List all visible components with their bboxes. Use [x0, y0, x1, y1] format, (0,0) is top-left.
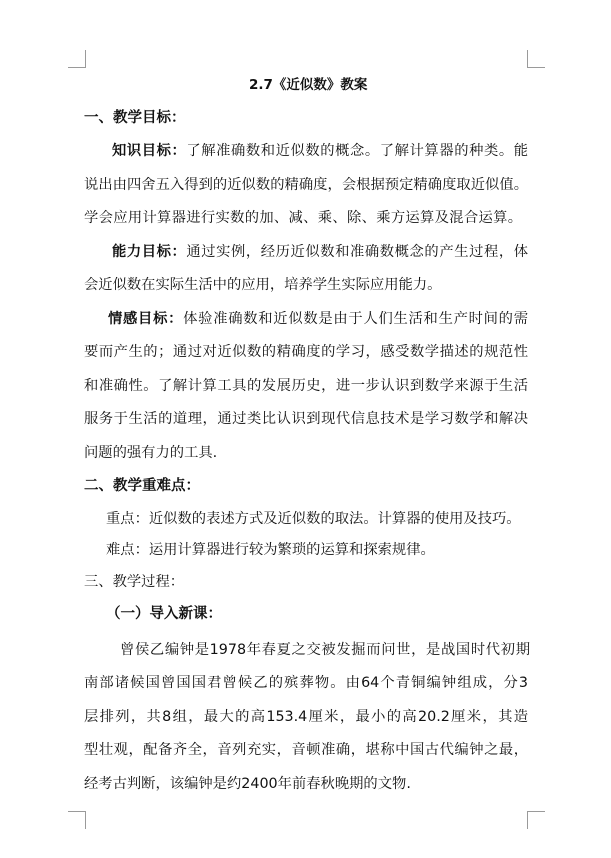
corner-mark-top-right [527, 50, 545, 68]
section-heading-objectives: 一、教学目标： [84, 110, 186, 126]
difficult-point-text: 难点：运用计算器进行较为繁琐的运算和探索规律。 [106, 542, 435, 558]
knowledge-objective-line-3: 学会应用计算器进行实数的加、减、乘、除、乘方运算及混合运算。 [84, 210, 522, 226]
corner-mark-top-left [68, 50, 86, 68]
knowledge-objective-line-1: 知识目标：了解准确数和近似数的概念。了解计算器的种类。能 [112, 143, 528, 159]
intro-line-3: 层排列，共8组，最大的高153.4厘米，最小的高20.2厘米，其造 [84, 709, 528, 725]
knowledge-objective-label: 知识目标： [112, 143, 187, 159]
document-title: 2.7《近似数》教案 [249, 77, 368, 93]
ability-objective-line-1: 能力目标：通过实例，经历近似数和准确数概念的产生过程，体 [112, 244, 528, 260]
emotion-objective-line-2: 要而产生的；通过对近似数的精确度的学习，感受数学描述的规范性 [84, 344, 528, 360]
ability-objective-label: 能力目标： [112, 244, 187, 260]
corner-mark-bottom-right [527, 811, 545, 829]
intro-line-5: 经考古判断，该编钟是约2400年前春秋晚期的文物. [84, 776, 411, 792]
section-heading-key-points: 二、教学重难点： [84, 478, 200, 494]
key-point-text: 重点：近似数的表述方式及近似数的取法。计算器的使用及技巧。 [106, 511, 521, 527]
intro-line-2: 南部诸候国曾国国君曾候乙的殡葬物。由64个青铜编钟组成，分3 [84, 675, 528, 691]
knowledge-objective-line-2: 说出由四舍五入得到的近似数的精确度，会根据预定精确度取近似值。 [84, 177, 528, 193]
emotion-objective-line-3: 和准确性。了解计算工具的发展历史，进一步认识到数学来源于生活 [84, 378, 528, 394]
corner-mark-bottom-left [68, 811, 86, 829]
subsection-heading-intro: （一）导入新课： [106, 606, 222, 622]
section-heading-process: 三、教学过程： [84, 574, 185, 590]
intro-line-4: 型壮观，配备齐全，音列充实，音顿准确，堪称中国古代编钟之最， [84, 742, 528, 758]
emotion-objective-label: 情感目标： [108, 311, 184, 327]
intro-line-1: 曾侯乙编钟是1978年春夏之交被发掘而问世，是战国时代初期 [120, 642, 530, 658]
ability-objective-line-2: 会近似数在实际生活中的应用，培养学生实际应用能力。 [84, 277, 442, 293]
emotion-objective-line-5: 问题的强有力的工具. [84, 445, 218, 461]
emotion-objective-line-4: 服务于生活的道理，通过类比认识到现代信息技术是学习数学和解决 [84, 411, 528, 427]
emotion-objective-line-1: 情感目标：体验准确数和近似数是由于人们生活和生产时间的需 [108, 311, 529, 327]
